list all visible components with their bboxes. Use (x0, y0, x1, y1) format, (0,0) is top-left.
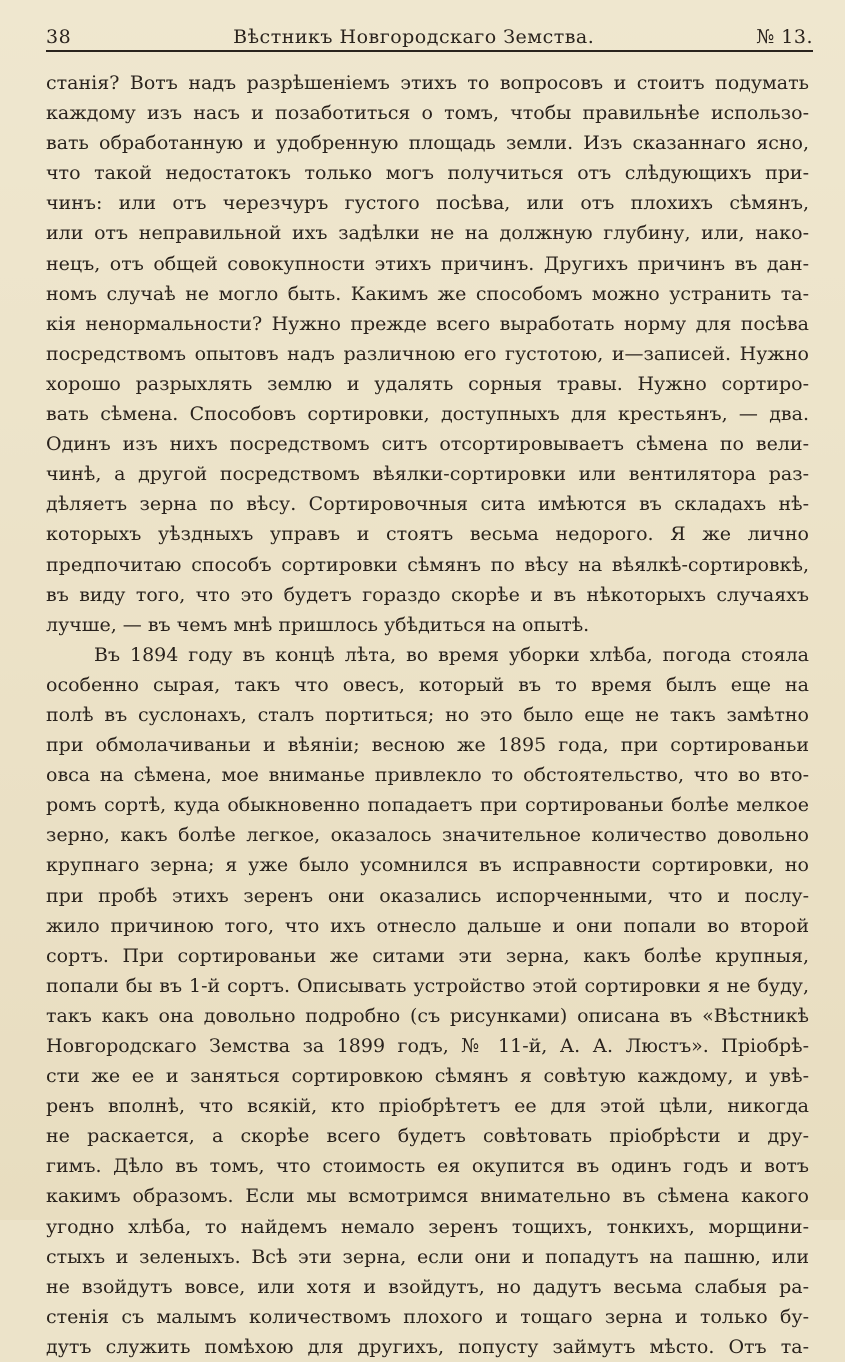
text-line: Одинъ изъ нихъ посредствомъ ситъ отсортировываетъ сѣмена по вели- (46, 433, 809, 456)
text-line: зерно, какъ болѣе легкое, оказалось значительное количество довольно (46, 824, 809, 847)
text-line: каждому изъ насъ и позаботиться о томъ, чтобы правильнѣе использо- (46, 102, 809, 125)
text-line: какимъ образомъ. Если мы всмотримся внимательно въ сѣмена какого (46, 1185, 809, 1208)
text-line: станія? Вотъ надъ разрѣшеніемъ этихъ то вопросовъ и стоитъ подумать (46, 72, 809, 94)
text-line: дутъ служить помѣхою для другихъ, попусту займутъ мѣсто. Отъ та- (46, 1335, 809, 1358)
text-line: попали бы въ 1-й сортъ. Описывать устройство этой сортировки я не буду, (46, 974, 809, 997)
text-line: при обмолачиваньи и вѣяніи; весною же 1895 года, при сортированьи (46, 734, 809, 757)
text-line: посредствомъ опытовъ надъ различною его густотою, и—записей. Нужно (46, 342, 809, 365)
text-line: сти же ее и заняться сортировкою сѣмянъ я совѣтую каждому, и увѣ- (46, 1065, 809, 1088)
text-line: сортъ. При сортированьи же ситами эти зерна, какъ болѣе крупныя, (46, 944, 809, 967)
text-line: чинѣ, а другой посредствомъ вѣялки-сортировки или вентилятора раз- (46, 463, 809, 486)
text-line: которыхъ уѣздныхъ управъ и стоятъ весьма недорого. Я же лично (46, 523, 809, 546)
text-line: въ виду того, что это будетъ гораздо скорѣе и въ нѣкоторыхъ случаяхъ (46, 583, 809, 606)
text-line-paragraph-end: лучше, — въ чемъ мнѣ пришлось убѣдиться на опытѣ. (46, 613, 590, 636)
text-line: гимъ. Дѣло въ томъ, что стоимость ея окупится въ одинъ годъ и вотъ (46, 1155, 809, 1178)
text-line: при пробѣ этихъ зеренъ они оказались испорченными, что и послу- (46, 884, 809, 907)
text-line: Новгородскаго Земства за 1899 годъ, № 11-й, А. А. Люстъ». Пріобрѣ- (46, 1035, 809, 1057)
text-line: нецъ, отъ общей совокупности этихъ причинъ. Другихъ причинъ въ дан- (46, 252, 809, 275)
running-header (46, 18, 813, 48)
text-line: кія ненормальности? Нужно прежде всего выработать норму для посѣва (46, 312, 809, 335)
journal-title: Вѣстникъ Новгородскаго Земства. (233, 26, 595, 48)
text-line: номъ случаѣ не могло быть. Какимъ же способомъ можно устранить та- (46, 282, 809, 305)
issue-number: № 13. (756, 26, 813, 48)
article-body (46, 68, 809, 1362)
text-line: не раскается, а скорѣе всего будетъ совѣтовать пріобрѣсти и дру- (46, 1125, 809, 1148)
text-line: дѣляетъ зерна по вѣсу. Сортировочныя сита имѣются въ складахъ нѣ- (46, 493, 809, 516)
text-line: чинъ: или отъ черезчуръ густого посѣва, или отъ плохихъ сѣмянъ, (46, 192, 809, 215)
header-rule (46, 50, 813, 52)
text-line: овса на сѣмена, мое вниманье привлекло то обстоятельство, что во вто- (46, 764, 809, 787)
page-number: 38 (46, 26, 72, 48)
text-line: ромъ сортѣ, куда обыкновенно попадаетъ при сортированьи болѣе мелкое (46, 794, 809, 817)
text-line: стенія съ малымъ количествомъ плохого и тощаго зерна и только бу- (46, 1305, 809, 1328)
text-line: полѣ въ суслонахъ, сталъ портиться; но это было еще не такъ замѣтно (46, 703, 809, 726)
text-line: такъ какъ она довольно подробно (съ рисунками) описана въ «Вѣстникѣ (46, 1004, 809, 1027)
text-line: что такой недостатокъ только могъ получиться отъ слѣдующихъ при- (46, 162, 809, 185)
text-line: не взойдутъ вовсе, или хотя и взойдутъ, но дадутъ весьма слабыя ра- (46, 1275, 809, 1298)
text-line: хорошо разрыхлять землю и удалять сорныя травы. Нужно сортиро- (46, 372, 809, 395)
text-line: ренъ вполнѣ, что всякій, кто пріобрѣтетъ ее для этой цѣли, никогда (46, 1095, 809, 1118)
text-line: жило причиною того, что ихъ отнесло дальше и они попали во второй (46, 914, 809, 937)
text-line: особенно сырая, такъ что овесъ, который въ то время былъ еще на (46, 673, 809, 696)
text-line: предпочитаю способъ сортировки сѣмянъ по вѣсу на вѣялкѣ-сортировкѣ, (46, 553, 809, 576)
text-line: вать сѣмена. Способовъ сортировки, доступныхъ для крестьянъ, — два. (46, 403, 809, 426)
text-line: крупнаго зерна; я уже было усомнился въ исправности сортировки, но (46, 854, 809, 877)
text-line: вать обработанную и удобренную площадь земли. Изъ сказаннаго ясно, (46, 132, 809, 155)
text-line: или отъ неправильной ихъ задѣлки не на должную глубину, или, нако- (46, 222, 809, 245)
text-line: угодно хлѣба, то найдемъ немало зеренъ тощихъ, тонкихъ, морщини- (46, 1215, 809, 1238)
text-line-paragraph-start: Въ 1894 году въ концѣ лѣта, во время уборки хлѣба, погода стояла (94, 643, 809, 666)
text-line: стыхъ и зеленыхъ. Всѣ эти зерна, если они и попадутъ на пашню, или (46, 1245, 809, 1268)
